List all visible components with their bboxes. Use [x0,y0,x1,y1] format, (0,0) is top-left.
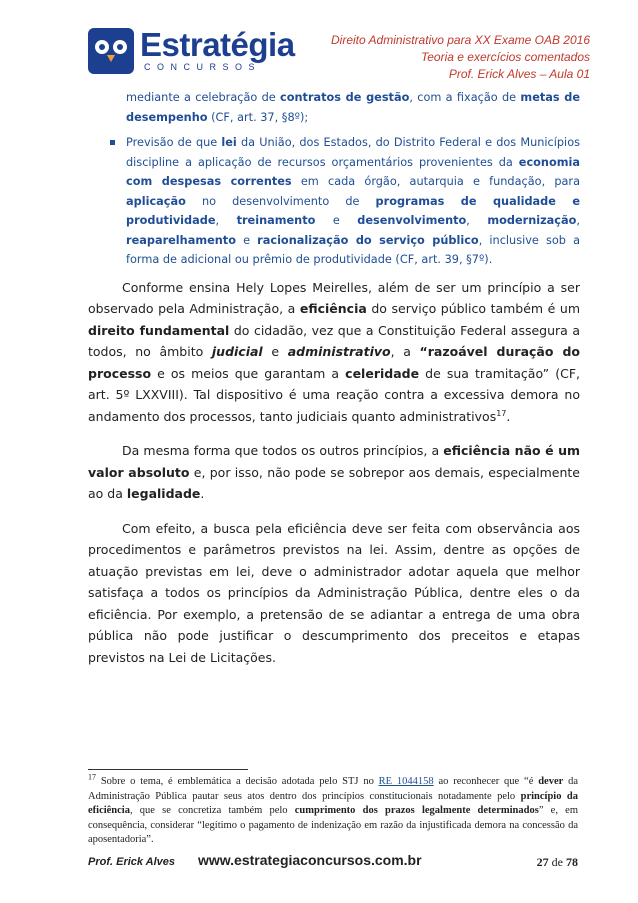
logo-name: Estratégia [140,26,295,63]
footnote-divider [88,769,248,770]
list-item [88,133,580,270]
owl-icon [88,28,134,74]
footer-author: Prof. Erick Alves [88,856,176,868]
footer-url[interactable]: www.estrategiaconcursos.com.br [198,852,422,868]
case-link[interactable]: RE 1044158 [378,776,434,787]
header-course-info [331,32,590,83]
paragraph-efficiency-right: Conforme ensina Hely Lopes Meirelles, além de ser um princípio a ser observado pela Administração, a eficiência do serviço público também é um direito fundamental do cidadão, vez que a Constituição Federal assegura a todos, no âmbito judicial e administrativo, a “razoável duração do processo e os meios que garantam a celeridade de sua tramitação” (CF, art. 5º LXXVIII). Tal dispositivo é uma reação contra a excessiva demora no andamento dos processos, tanto judiciais quanto administrativos$^{17}$. [88,279,580,424]
footnote-ref[interactable]: 17 [496,408,507,418]
page-header [0,0,638,90]
estrategia-logo [88,28,298,74]
bullet-text: Previsão de que lei da União, dos Estados, do Distrito Federal e dos Municípios discipline a aplicação de recursos orçamentários provenientes da economia com despesas correntes em cada órgão, autarquia e fundação, para aplicação no desenvolvimento de programas de qualidade e produtividade, treinamento e desenvolvimento, modernização, reaparelhamento e racionalização do serviço público, inclusive sob a forma de adicional ou prêmio de produtividade (CF, art. 39, §7º). [126,136,580,266]
square-bullet-icon [110,140,115,145]
footnote: $^{17}$ Sobre o tema, é emblemática a decisão adotada pelo STJ no RE 1044158 ao reconhecer que “é dever da Administração Pública pautar seus atos dentro dos princípios constitucionais notadamente pelo princípio da eficiência, que se concretiza também pelo cumprimento dos prazos legalmente determinados” e, em consequência, considerar “legítimo o pagamento de indenização em razão da injustificada demora na concessão da aposentadoria”. [88,772,578,845]
header-lesson: Prof. Erick Alves – Aula 01 [448,67,590,81]
page-number: 27 de 78 [536,855,578,869]
header-course-subtitle: Teoria e exercícios comentados [421,50,590,64]
paragraph-observance: Com efeito, a busca pela eficiência deve ser feita com observância aos procedimentos e parâmetros previstos na lei. Assim, dentre as opções de atuação previstas em lei, deve o administrador adotar aquela que melhor satisfaça a todos os princípios da Administração Pública, dentre eles o da eficiência. Por exemplo, a pretensão de se adiantar a entrega de uma obra pública não pode justificar o descumprimento dos preceitos e etapas previstos na Lei de Licitações. [88,520,580,665]
logo-subtitle: CONCURSOS [144,62,262,72]
page-footer [88,852,578,872]
bullet-continuation: mediante a celebração de contratos de gestão, com a fixação de metas de desempenho (CF, art. 37, §8º); [126,91,580,124]
header-course-title: Direito Administrativo para XX Exame OAB 2016 [330,33,590,47]
page-content [88,88,580,681]
paragraph-not-absolute: Da mesma forma que todos os outros princípios, a eficiência não é um valor absoluto e, por isso, não pode se sobrepor aos demais, especialmente ao da legalidade. [88,443,580,501]
